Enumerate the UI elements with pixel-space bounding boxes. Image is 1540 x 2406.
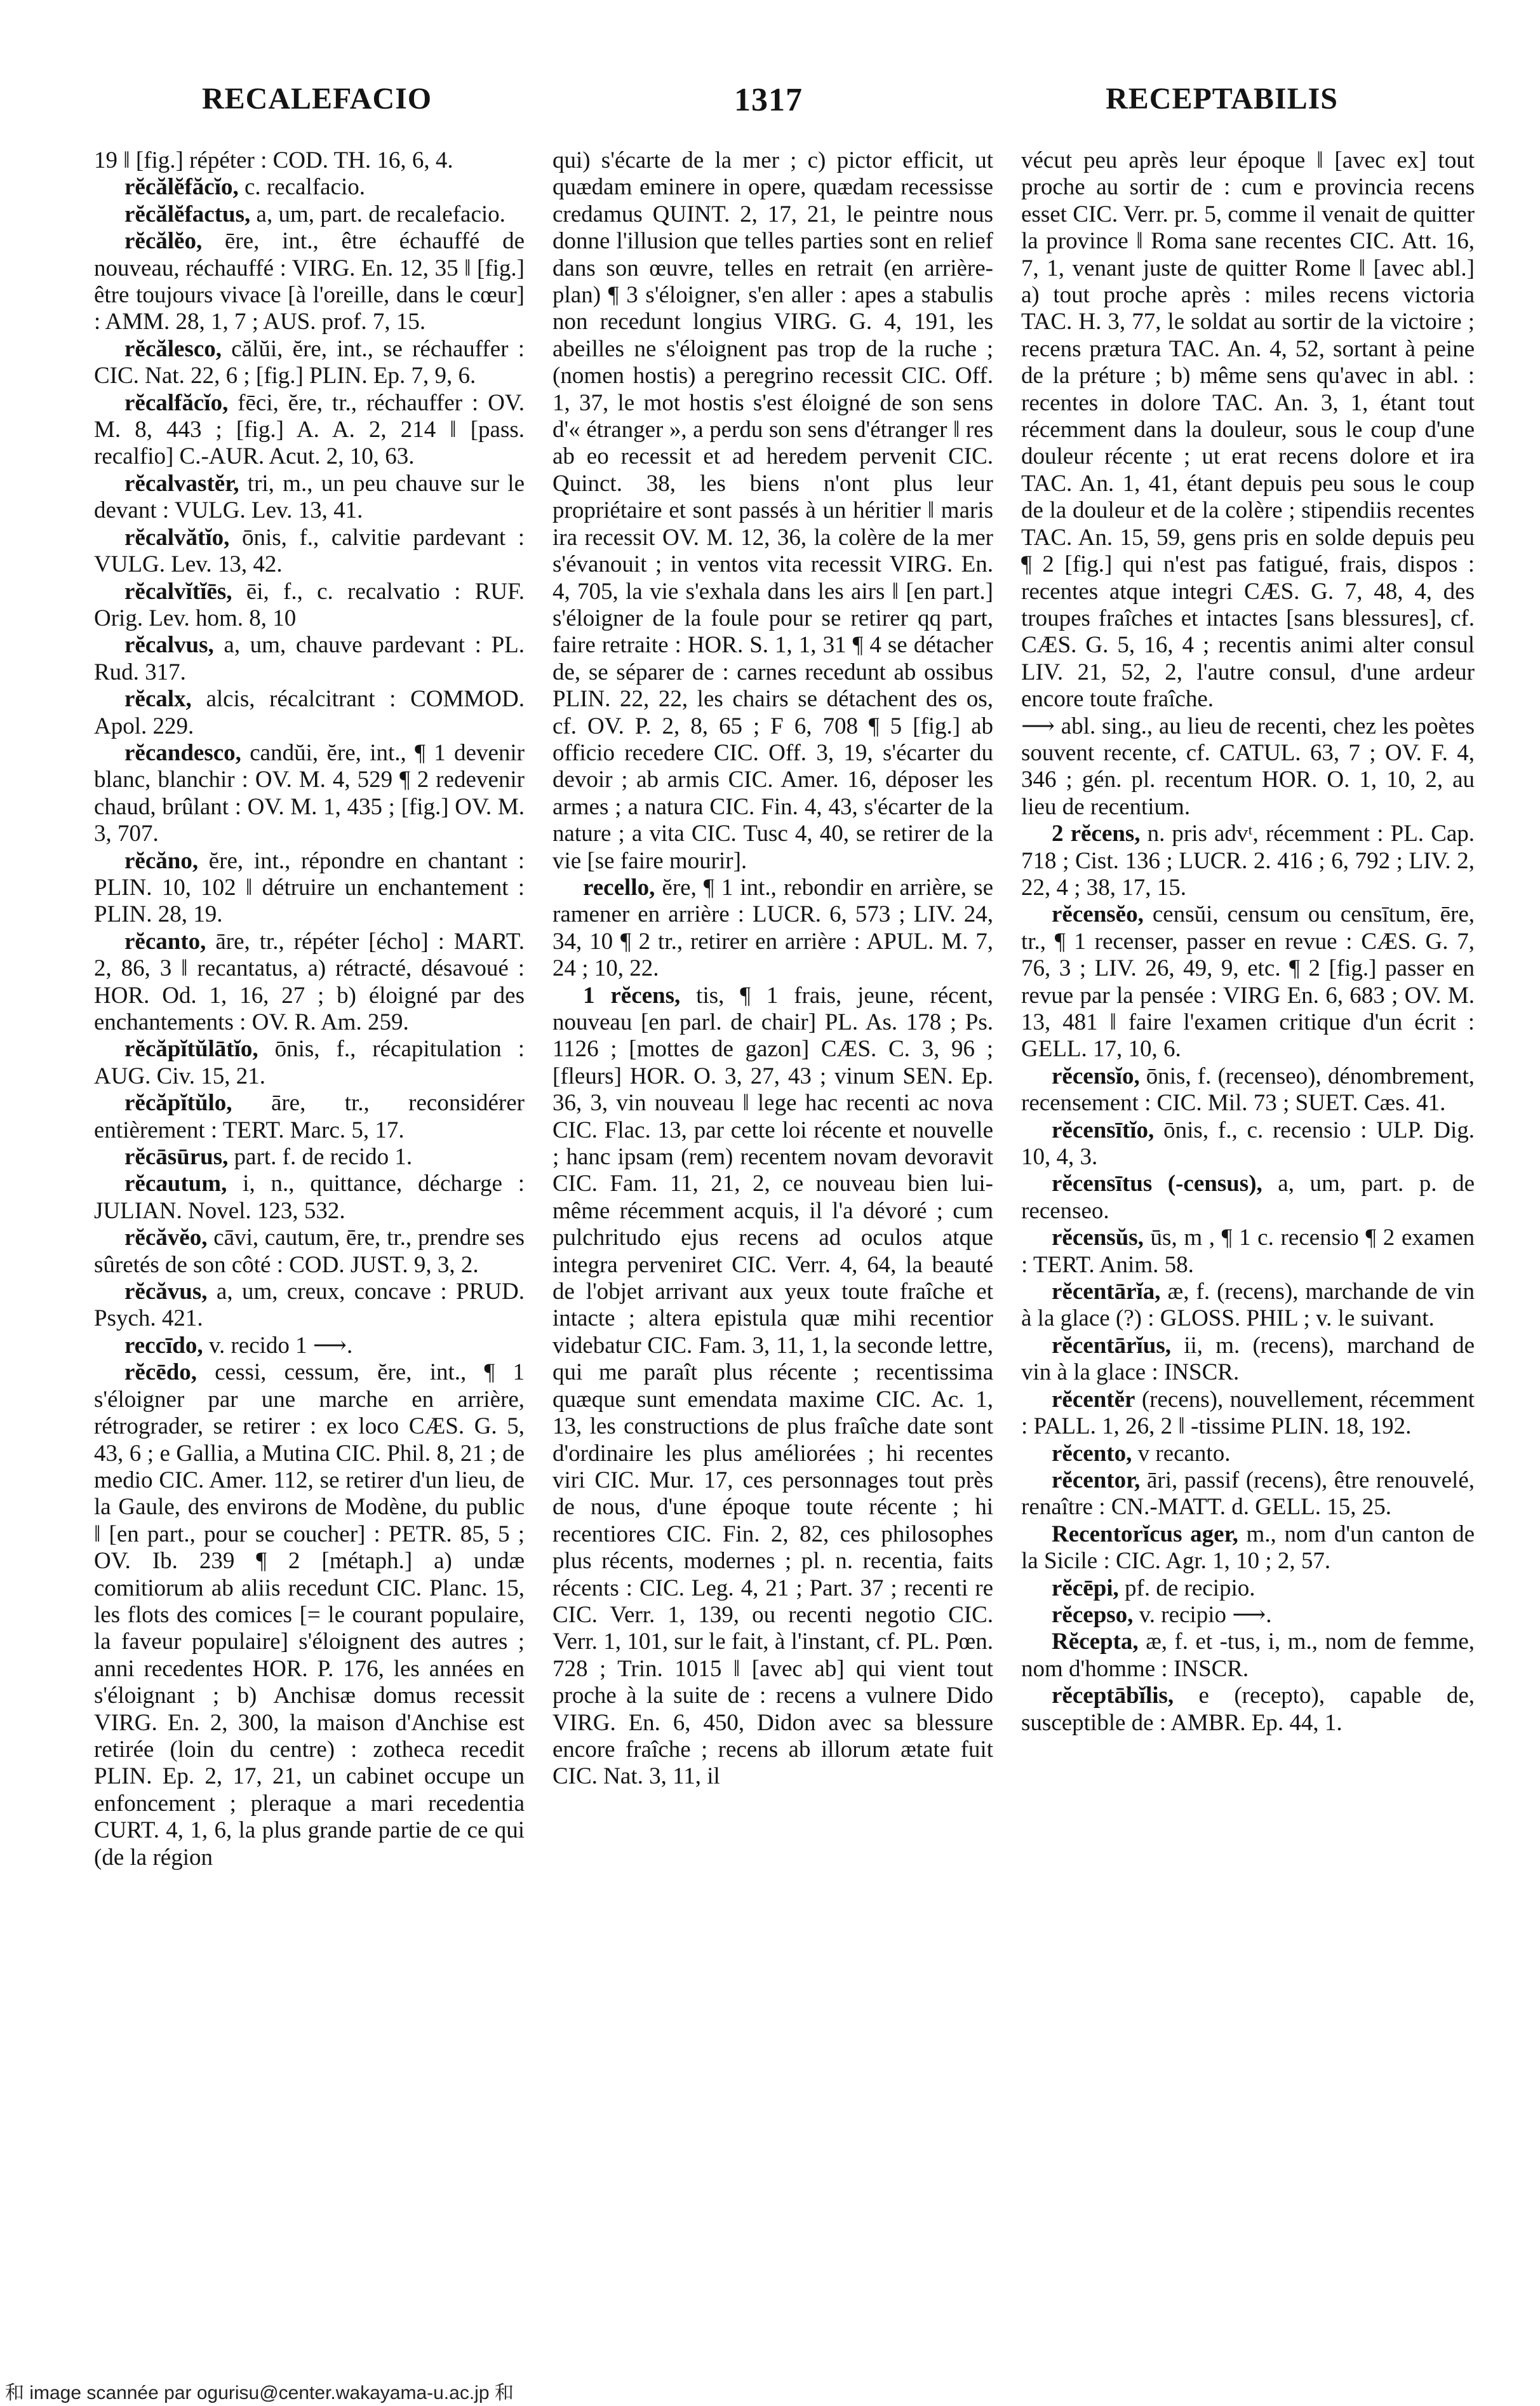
entry-headword: 1 rĕcens, — [583, 982, 681, 1009]
dictionary-entry — [94, 579, 525, 633]
dictionary-entry — [552, 875, 993, 983]
dictionary-entry — [1021, 1441, 1475, 1467]
entry-headword: rĕcăvus, — [124, 1279, 208, 1305]
entry-definition: e (recepto), capable de, susceptible de : AMBR. Ep. 44, 1. — [1021, 1683, 1475, 1736]
dictionary-entry — [94, 1171, 525, 1225]
entry-definition: m., nom d'un canton de la Sicile : CIC. Agr. 1, 10 ; 2, 57. — [1021, 1521, 1475, 1575]
entry-headword: rĕcălĕfăcĭo, — [124, 174, 239, 201]
dictionary-entry — [1021, 1225, 1475, 1279]
entry-definition: a, um, part. de recalefacio. — [250, 201, 506, 227]
dictionary-entry — [94, 929, 525, 1037]
dictionary-entry — [94, 471, 525, 525]
dictionary-entry — [552, 147, 993, 875]
dictionary-entry — [1021, 1063, 1475, 1117]
entry-definition: āri, passif (recens), être renouvelé, renaître : CN.-MATT. d. GELL. 15, 25. — [1021, 1467, 1475, 1521]
dictionary-entry — [94, 848, 525, 929]
dictionary-entry — [1021, 1171, 1475, 1225]
entry-headword: 2 rĕcens, — [1052, 821, 1141, 847]
entry-definition: cessi, cessum, ĕre, int., ¶ 1 s'éloigner par une marche en arrière, rétrograder, se retirer : ex loco CÆS. G. 5, 43, 6 ; e Gallia, a Mutina CIC. Phil. 8, 21 ; de medio CIC. Amer. 112, se retirer d'un lieu, de la Gaule, des environs de Modène, du public ‖ [en part., pour se coucher] : PETR. 85, 5 ; OV. Ib. 239 ¶ 2 [métaph.] a) undæ comitiorum ab aliis recedunt CIC. Planc. 15, les flots des comices [= le courant populaire, la faveur populaire] s'éloignent des autres ; anni recedentes HOR. P. 176, les années en s'éloignant ; b) Anchisæ domus recessit VIRG. En. 2, 300, la maison d'Anchise est retirée (loin du centre) : zotheca recedit PLIN. Ep. 2, 17, 21, un cabinet occupe un enfoncement ; pleraque a mari recedentia CURT. 4, 1, 6, la plus grande partie de ce qui (de la région — [94, 1359, 525, 1871]
entry-definition: n. pris advᵗ, récemment : PL. Cap. 718 ; Cist. 136 ; LUCR. 2. 416 ; 6, 792 ; LIV. 2, 22, 4 ; 38, 17, 15. — [1021, 821, 1475, 901]
entry-definition: a, um, creux, concave : PRUD. Psych. 421. — [94, 1279, 525, 1332]
column-2 — [552, 147, 993, 2326]
dictionary-entry — [1021, 821, 1475, 901]
entry-definition: ⟶ abl. sing., au lieu de recenti, chez les poètes souvent recente, cf. CATUL. 63, 7 ; OV. F. 4, 346 ; gén. pl. recentum HOR. O. 1, 10, 2, au lieu de recentium. — [1021, 713, 1475, 820]
entry-headword: rĕcentor, — [1052, 1467, 1141, 1493]
dictionary-entry — [1021, 1683, 1475, 1737]
entry-headword: rĕcentārĭus, — [1052, 1332, 1172, 1359]
entry-definition: v. recipio ⟶. — [1133, 1601, 1272, 1628]
dictionary-entry — [1021, 1629, 1475, 1683]
entry-headword: rĕcalvătĭo, — [124, 524, 230, 551]
entry-headword: rĕcăno, — [124, 847, 199, 874]
dictionary-entry — [552, 983, 993, 1791]
entry-headword: rĕcēdo, — [124, 1359, 198, 1386]
dictionary-entry — [94, 1359, 525, 1871]
entry-headword: rĕcăpĭtŭlātĭo, — [124, 1036, 258, 1063]
dictionary-entry — [1021, 901, 1475, 1063]
dictionary-entry — [94, 632, 525, 686]
entry-headword: recello, — [583, 874, 655, 901]
dictionary-entry — [94, 1090, 525, 1144]
entry-headword: rĕcensĕo, — [1052, 901, 1144, 928]
dictionary-entry — [94, 174, 525, 201]
dictionary-entry — [94, 336, 525, 390]
dictionary-entry — [94, 228, 525, 336]
column-3 — [1021, 147, 1475, 2326]
dictionary-entry — [1021, 1279, 1475, 1333]
dictionary-entry — [94, 201, 525, 228]
dictionary-entry — [94, 686, 525, 740]
scan-credit-footer: 和 image scannée par ogurisu@center.wakayama-u.ac.jp 和 — [5, 2382, 514, 2403]
dictionary-entry — [94, 147, 525, 174]
entry-definition: 19 ‖ [fig.] répéter : COD. TH. 16, 6, 4. — [94, 147, 453, 173]
entry-definition: pf. de recipio. — [1118, 1575, 1255, 1601]
entry-headword: reccīdo, — [124, 1332, 203, 1359]
entry-headword: rĕcepso, — [1052, 1601, 1134, 1628]
entry-headword: rĕcāsūrus, — [124, 1144, 229, 1171]
dictionary-entry — [1021, 1575, 1475, 1602]
entry-definition: c. recalfacio. — [238, 174, 365, 201]
entry-headword: rĕcalvus, — [124, 632, 214, 659]
dictionary-entry — [1021, 1333, 1475, 1387]
entry-definition: part. f. de recido 1. — [228, 1144, 413, 1171]
dictionary-entry — [94, 1333, 525, 1359]
dictionary-entry — [94, 1225, 525, 1279]
entry-definition: candŭi, ĕre, int., ¶ 1 devenir blanc, blanchir : OV. M. 4, 529 ¶ 2 redevenir chaud, brûlant : OV. M. 1, 435 ; [fig.] OV. M. 3, 707. — [94, 739, 525, 847]
entry-headword: rĕcensĭo, — [1052, 1063, 1140, 1089]
entry-definition: ōnis, f., récapitulation : AUG. Civ. 15, 21. — [94, 1036, 525, 1089]
entry-headword: rĕcălĕfactus, — [124, 201, 251, 227]
dictionary-entry — [1021, 713, 1475, 821]
dictionary-entry — [94, 1036, 525, 1090]
entry-headword: rĕcalvastĕr, — [124, 470, 239, 497]
entry-definition: v recanto. — [1132, 1440, 1231, 1467]
page-number: 1317 — [734, 82, 803, 118]
entry-headword: rĕcăvĕo, — [124, 1225, 208, 1251]
entry-definition: æ, f. et -tus, i, m., nom de femme, nom d'homme : INSCR. — [1021, 1629, 1475, 1682]
entry-definition: a, um, part. p. de recenseo. — [1021, 1171, 1475, 1224]
column-1 — [94, 147, 525, 2326]
entry-headword: rĕcēpi, — [1052, 1575, 1119, 1601]
dictionary-entry — [94, 740, 525, 848]
entry-headword: rĕceptābĭlis, — [1052, 1683, 1174, 1709]
entry-definition: æ, f. (recens), marchande de vin à la glace (?) : GLOSS. PHIL ; v. le suivant. — [1021, 1279, 1475, 1332]
dictionary-entry — [1021, 1117, 1475, 1171]
entry-definition: ōnis, f., c. recensio : ULP. Dig. 10, 4, 3. — [1021, 1117, 1475, 1171]
entry-definition: ĕre, ¶ 1 int., rebondir en arrière, se ramener en arrière : LUCR. 6, 573 ; LIV. 24, 34, 10 ¶ 2 tr., retirer en arrière : APUL. M. 7, 24 ; 10, 22. — [552, 874, 993, 982]
entry-definition: qui) s'écarte de la mer ; c) pictor efficit, ut quædam eminere in opere, quædam recessisse credamus QUINT. 2, 17, 21, le peintre nous donne l'illusion que telles parties sont en relief dans son œuvre, telles en retrait (en arrière-plan) ¶ 3 s'éloigner, s'en aller : apes a stabulis non recedunt longius VIRG. G. 4, 191, les abeilles ne s'éloignent pas trop de la ruche ; (nomen hostis) a peregrino recessit CIC. Off. 1, 37, le mot hostis s'est éloigné de son sens d'« étranger », a perdu son sens d'étranger ‖ res ab eo recessit et ad heredem pervenit CIC. Quinct. 38, les biens n'ont plus leur propriétaire et sont passés à un héritier ‖ maris ira recessit OV. M. 12, 36, la colère de la mer s'évanouit ; in ventos vita recessit VIRG. En. 4, 705, la vie s'exhala dans les airs ‖ [en part.] s'éloigner de la foule pour se retirer qq part, faire retraite : HOR. S. 1, 1, 31 ¶ 4 se détacher de, se séparer de : carnes recedunt ab ossibus PLIN. 22, 22, les chairs se détachent des os, cf. OV. P. 2, 8, 65 ; F 6, 708 ¶ 5 [fig.] ab officio recedere CIC. Off. 3, 19, s'écarter du devoir ; ab armis CIC. Amer. 16, déposer les armes ; a natura CIC. Fin. 4, 43, s'écarter de la nature ; a vita CIC. Tusc 4, 40, se retirer de la vie [se faire mourir]. — [552, 147, 993, 874]
entry-headword: Recentorĭcus ager, — [1052, 1521, 1238, 1547]
dictionary-entry — [1021, 1602, 1475, 1629]
entry-definition: v. recido 1 ⟶. — [203, 1332, 353, 1359]
entry-definition: ēi, f., c. recalvatio : RUF. Orig. Lev. hom. 8, 10 — [94, 578, 525, 631]
entry-definition: vécut peu après leur époque ‖ [avec ex] tout proche au sortir de : cum e provincia recens esset CIC. Verr. pr. 5, comme il venait de quitter la province ‖ Roma sane recentes CIC. Att. 16, 7, 1, venant juste de quitter Rome ‖ [avec abl.] a) tout proche après : miles recens victoria TAC. H. 3, 77, le soldat au sortir de la victoire ; recens prætura TAC. An. 4, 52, sortant à peine de la préture ; b) même sens qu'avec in abl. : recentes in dolore TAC. An. 3, 1, étant tout récemment dans la douleur, sous le coup d'une douleur récente ; ut erat recens dolore et ira TAC. An. 1, 41, étant depuis peu sous le coup de la douleur et de la colère ; stipendiis recentes TAC. An. 15, 59, gens pris en solde depuis peu ¶ 2 [fig.] qui n'est pas fatigué, frais, dispos : recentes atque integri CÆS. G. 7, 48, 4, des troupes fraîches et intactes [sans blessures], cf. CÆS. G. 5, 16, 4 ; recentis animi alter consul LIV. 21, 52, 2, l'autre consul, d'une ardeur encore toute fraîche. — [1021, 147, 1475, 713]
entry-definition: āre, tr., répéter [écho] : MART. 2, 86, 3 ‖ recantatus, a) rétracté, désavoué : HOR. Od. 1, 16, 27 ; b) éloigné par des enchantements : OV. R. Am. 259. — [94, 928, 525, 1035]
entry-definition: i, n., quittance, décharge : JULIAN. Novel. 123, 532. — [94, 1171, 525, 1224]
entry-definition: ōnis, f. (recenseo), dénombrement, recensement : CIC. Mil. 73 ; SUET. Cæs. 41. — [1021, 1063, 1475, 1117]
entry-definition: āre, tr., reconsidérer entièrement : TERT. Marc. 5, 17. — [94, 1090, 525, 1143]
dictionary-entry — [94, 525, 525, 579]
entry-definition: cāvi, cautum, ēre, tr., prendre ses sûretés de son côté : COD. JUST. 9, 3, 2. — [94, 1225, 525, 1278]
entry-headword: rĕcăpĭtŭlo, — [124, 1090, 232, 1117]
entry-definition: tri, m., un peu chauve sur le devant : VULG. Lev. 13, 41. — [94, 470, 525, 524]
dictionary-entry — [1021, 1467, 1475, 1521]
entry-definition: ĕre, int., répondre en chantant : PLIN. 10, 102 ‖ détruire un enchantement : PLIN. 28, 19. — [94, 847, 525, 928]
entry-headword: rĕcensītĭo, — [1052, 1117, 1155, 1143]
dictionary-entry — [1021, 1521, 1475, 1575]
dictionary-entry — [94, 1144, 525, 1171]
entry-definition: fēci, ĕre, tr., réchauffer : OV. M. 8, 443 ; [fig.] A. A. 2, 214 ‖ [pass. recalfio] C.-AUR. Acut. 2, 10, 63. — [94, 389, 525, 470]
entry-headword: rĕcalvĭtĭēs, — [124, 578, 232, 605]
entry-headword: rĕcensītus (-census), — [1052, 1171, 1262, 1197]
entry-headword: rĕcentĕr — [1052, 1386, 1135, 1413]
entry-definition: censŭi, censum ou censītum, ēre, tr., ¶ 1 recenser, passer en revue : CÆS. G. 7, 76, 3 ; LIV. 26, 49, 9, etc. ¶ 2 [fig.] passer en revue par la pensée : VIRG En. 6, 683 ; OV. M. 13, 481 ‖ faire l'examen critique d'un écrit : GELL. 17, 10, 6. — [1021, 901, 1475, 1063]
entry-definition: alcis, récalcitrant : COMMOD. Apol. 229. — [94, 686, 525, 739]
entry-definition: călŭi, ĕre, int., se réchauffer : CIC. Nat. 22, 6 ; [fig.] PLIN. Ep. 7, 9, 6. — [94, 335, 525, 389]
entry-definition: ūs, m , ¶ 1 c. recensio ¶ 2 examen : TERT. Anim. 58. — [1021, 1225, 1475, 1278]
dictionary-entry — [94, 390, 525, 471]
entry-definition: a, um, chauve pardevant : PL. Rud. 317. — [94, 632, 525, 685]
page-header — [0, 81, 1540, 126]
entry-headword: rĕcautum, — [124, 1171, 227, 1197]
entry-headword: rĕcento, — [1052, 1440, 1132, 1467]
entry-headword: rĕcanto, — [124, 928, 206, 955]
entry-headword: rĕcălĕo, — [124, 228, 203, 255]
entry-definition: ii, m. (recens), marchand de vin à la glace : INSCR. — [1021, 1332, 1475, 1386]
entry-definition: tis, ¶ 1 frais, jeune, récent, nouveau [en parl. de chair] PL. As. 178 ; Ps. 1126 ; [mottes de gazon] CÆS. C. 3, 96 ; [fleurs] HOR. O. 3, 27, 43 ; vinum SEN. Ep. 36, 3, vin nouveau ‖ lege hac recenti ac nova CIC. Flac. 13, par cette loi récente et nouvelle ; hanc ipsam (rem) recentem novam devoravit CIC. Fam. 11, 21, 2, ce nouveau bien lui-même récemment acquis, il l'a dévoré ; cum pulchritudo ejus recens ad oculos atque integra perveniret CIC. Verr. 4, 64, la beauté de l'objet arrivant aux yeux toute fraîche et intacte ; altera epistula quæ mihi recentior videbatur CIC. Fam. 3, 11, 1, la seconde lettre, qui me paraît plus récente ; recentissima quæque sunt emendata maxime CIC. Ac. 1, 13, les constructions de plus fraîche date sont d'ordinaire les plus améliorées ; hi recentes viri CIC. Mur. 17, ces personnages tout près de nous, d'une époque toute récente ; hi recentiores CIC. Fin. 2, 82, ces philosophes plus récents, modernes ; pl. n. recentia, faits récents : CIC. Leg. 4, 21 ; Part. 37 ; recenti re CIC. Verr. 1, 139, ou recenti negotio CIC. Verr. 1, 101, sur le fait, à l'instant, cf. PL. Pœn. 728 ; Trin. 1015 ‖ [avec ab] qui vient tout proche à la suite de : recens a vulnere Dido VIRG. En. 6, 450, Didon avec sa blessure encore fraîche ; recens ab illorum ætate fuit CIC. Nat. 3, 11, il — [552, 982, 993, 1790]
entry-headword: rĕcensŭs, — [1052, 1225, 1144, 1251]
entry-definition: ōnis, f., calvitie pardevant : VULG. Lev. 13, 42. — [94, 524, 525, 578]
dictionary-entry — [1021, 1387, 1475, 1441]
running-head-right: RECEPTABILIS — [1106, 82, 1338, 116]
entry-headword: Rĕcepta, — [1052, 1629, 1139, 1655]
dictionary-entry — [94, 1279, 525, 1333]
entry-definition: ēre, int., être échauffé de nouveau, réchauffé : VIRG. En. 12, 35 ‖ [fig.] être toujours vivace [à l'oreille, dans le cœur] : AMM. 28, 1, 7 ; AUS. prof. 7, 15. — [94, 228, 525, 335]
entry-headword: rĕcalx, — [124, 686, 192, 713]
running-head-left: RECALEFACIO — [202, 82, 432, 116]
entry-definition: (recens), nouvellement, récemment : PALL. 1, 26, 2 ‖ -tissime PLIN. 18, 192. — [1021, 1386, 1475, 1440]
entry-headword: rĕcentārĭa, — [1052, 1279, 1161, 1305]
entry-headword: rĕcălesco, — [124, 335, 222, 362]
entry-headword: rĕcandesco, — [124, 739, 241, 766]
dictionary-entry — [1021, 147, 1475, 713]
entry-headword: rĕcalfăcĭo, — [124, 389, 229, 416]
